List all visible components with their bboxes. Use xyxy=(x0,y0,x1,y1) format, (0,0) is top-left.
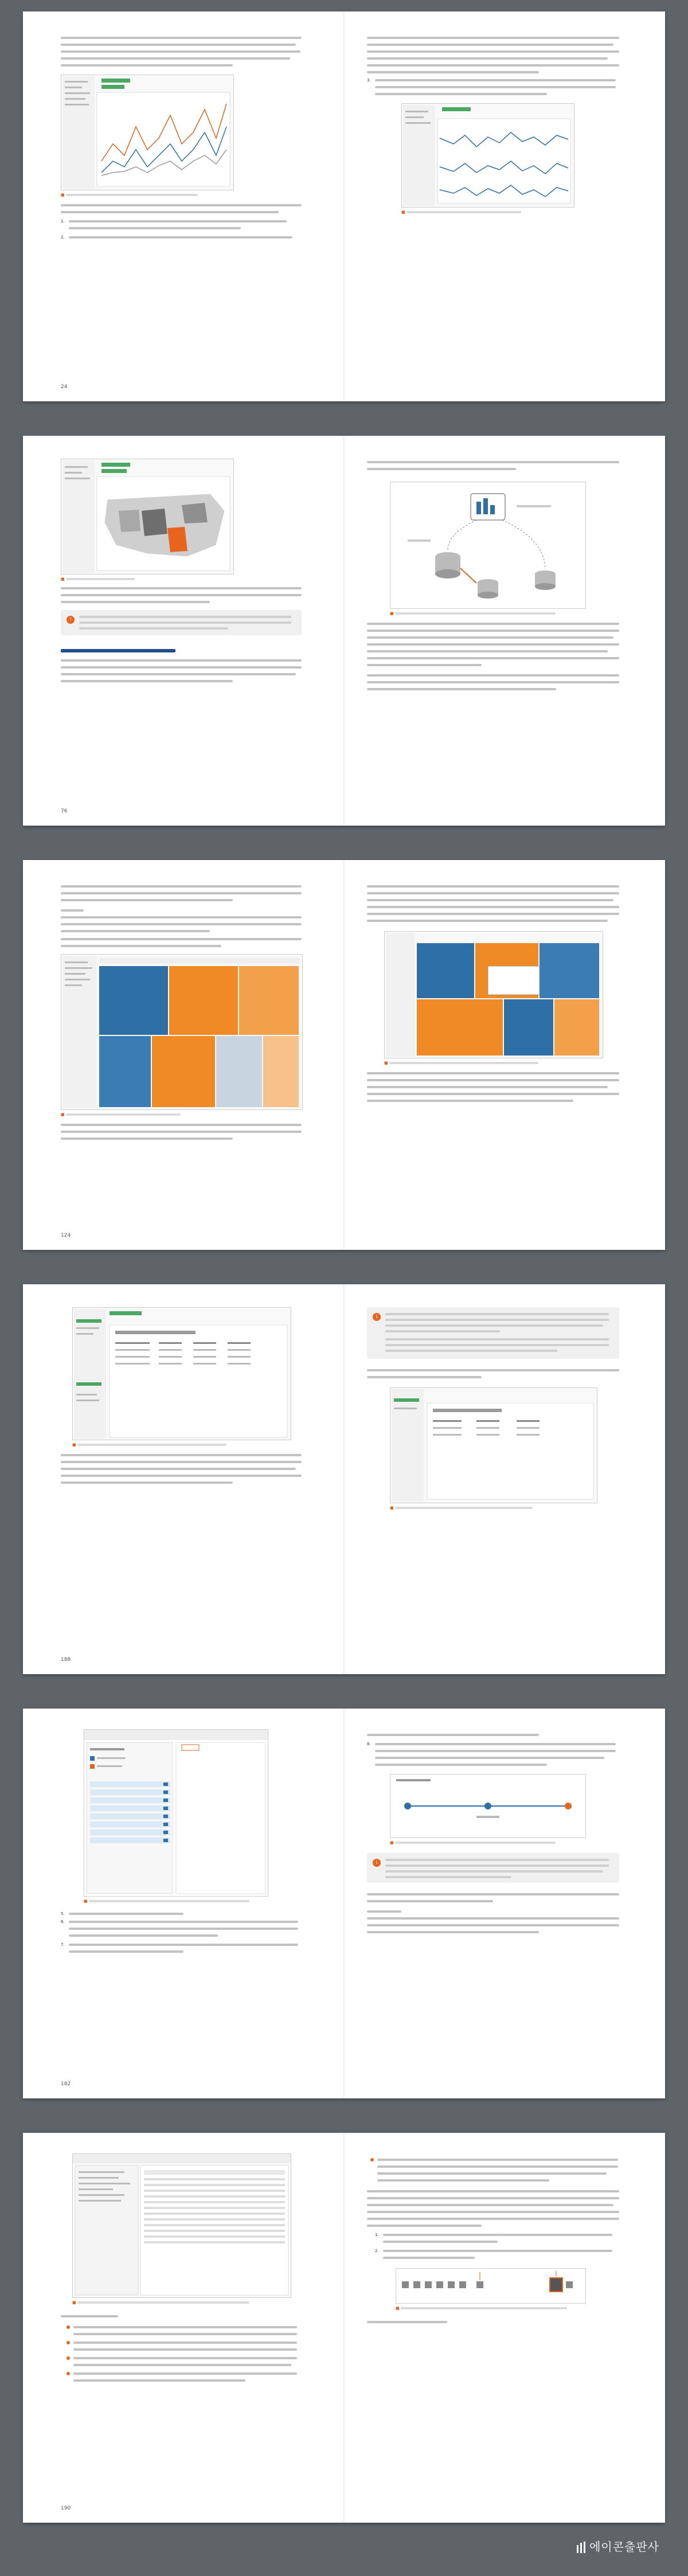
spread-2 xyxy=(23,436,665,826)
spread-6 xyxy=(23,2133,665,2523)
page-right: 8. ■ i xyxy=(344,1709,665,2098)
page-number: 124 xyxy=(61,1233,71,1238)
page-right: i ■ xyxy=(344,1284,665,1674)
filter-screenshot xyxy=(390,1387,597,1503)
page-left: ■ 5. 6. 7. 182 xyxy=(23,1709,344,2098)
us-map-image xyxy=(61,459,233,574)
publisher-logo: 에이콘출판사 xyxy=(589,2540,659,2554)
page-right: 3. ■ xyxy=(344,11,665,401)
line-chart-image xyxy=(61,75,233,190)
spread-1 xyxy=(23,11,665,401)
page-left: ■ 124 xyxy=(23,860,344,1250)
page-number: 76 xyxy=(61,808,68,814)
page-left: ■ 190 xyxy=(23,2133,344,2523)
line-chart-screenshot xyxy=(61,75,234,190)
page-number: 182 xyxy=(61,2081,71,2087)
page-number: 190 xyxy=(61,2505,71,2511)
treemap-detail-image xyxy=(385,932,603,1058)
extract-diagram-image xyxy=(390,482,585,608)
tip-note xyxy=(367,1853,619,1883)
page-right: ■ xyxy=(344,860,665,1250)
page-right: ■ xyxy=(344,436,665,826)
menu-screenshot xyxy=(84,1729,268,1897)
page-left: ■ 1. 2. 24 xyxy=(23,11,344,401)
trend-chart-screenshot xyxy=(401,103,574,208)
table-image xyxy=(73,1308,291,1440)
extract-diagram xyxy=(390,482,586,609)
page-number: 188 xyxy=(61,1657,71,1663)
info-note xyxy=(367,1307,619,1359)
page-left: ■ ! 76 xyxy=(23,436,344,826)
spread-3 xyxy=(23,860,665,1250)
menu-image xyxy=(84,1730,268,1896)
page-number: 24 xyxy=(61,384,68,390)
trend-chart-image xyxy=(402,104,574,207)
logo-mark-icon xyxy=(577,2542,587,2553)
data-pane-screenshot xyxy=(72,2153,291,2298)
table-screenshot xyxy=(72,1307,291,1440)
map-screenshot xyxy=(61,459,234,574)
toolbar-image xyxy=(396,2269,585,2303)
timeline-screenshot xyxy=(390,1774,586,1838)
filter-image xyxy=(390,1388,597,1503)
treemap-detail-screenshot xyxy=(384,931,603,1058)
warning-note xyxy=(61,610,302,635)
spread-4 xyxy=(23,1284,665,1674)
page-left: ■ 188 xyxy=(23,1284,344,1674)
info-icon: i xyxy=(373,1859,381,1867)
spread-5 xyxy=(23,1709,665,2098)
warning-icon: ! xyxy=(67,616,75,624)
data-pane-image xyxy=(73,2154,291,2297)
treemap-image xyxy=(61,955,302,1109)
toolbar-screenshot xyxy=(396,2268,586,2304)
treemap-screenshot xyxy=(61,954,303,1110)
timeline-image xyxy=(390,1774,585,1838)
page-right: 1. 2. ■ xyxy=(344,2133,665,2523)
info-icon: i xyxy=(373,1313,381,1321)
